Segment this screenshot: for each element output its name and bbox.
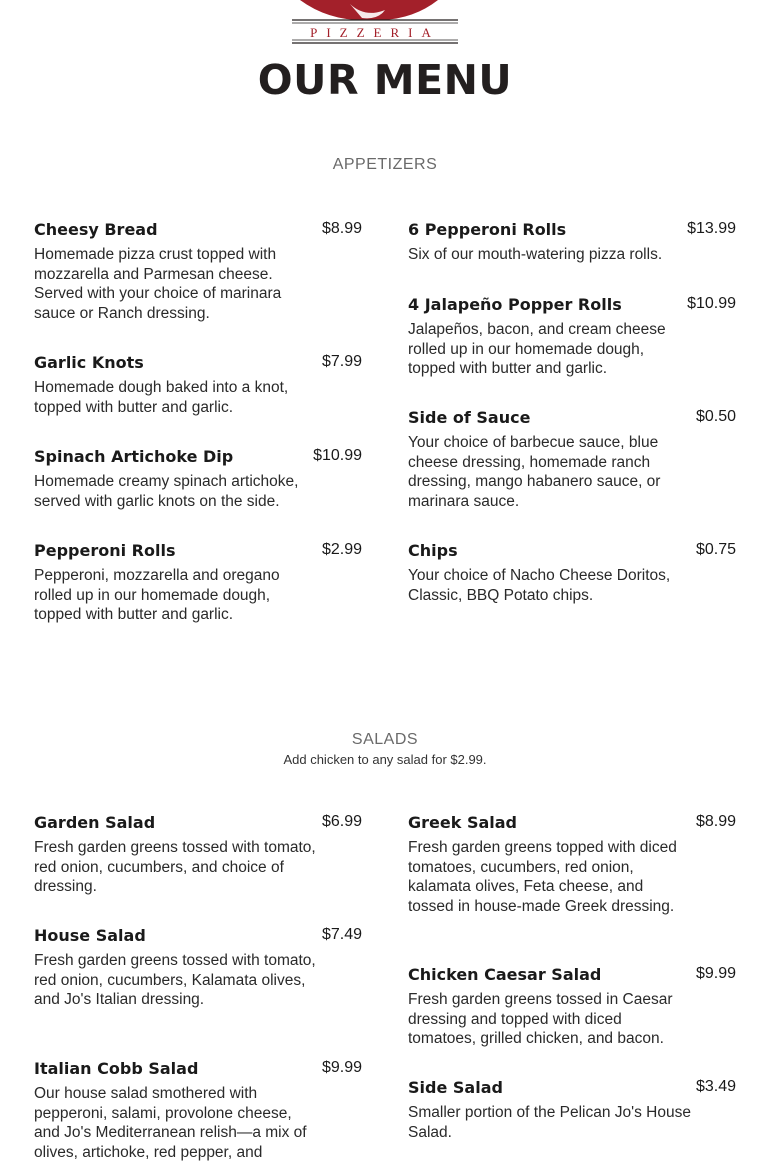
section-title-appetizers: APPETIZERS [332,156,438,173]
item-description: Smaller portion of the Pelican Jo's House Salad. [408,1104,691,1141]
item-price: $8.99 [695,813,736,830]
logo-wordmark: PIZZERIA [310,25,440,40]
item-name: Greek Salad [408,813,517,832]
menu-item [34,541,362,625]
item-name: 4 Jalapeño Popper Rolls [408,295,622,314]
item-name: Chicken Caesar Salad [408,965,602,984]
item-price: $2.99 [321,541,362,558]
item-price: $10.99 [313,447,362,464]
item-price: $9.99 [321,1059,362,1076]
menu-item [34,447,362,511]
item-price: $8.99 [321,220,362,237]
item-name: Pepperoni Rolls [34,541,176,560]
section-title-salads: SALADS [351,731,419,748]
menu-item [34,926,362,1010]
menu-item [34,1059,362,1162]
item-description: Fresh garden greens topped with diced tomatoes, cucumbers, red onion, kalamata olives, Feta cheese, and tossed in house-made Greek dressing. [408,839,677,915]
item-price: $0.50 [695,408,736,425]
page-title: OUR MENU [257,56,513,104]
item-description: Six of our mouth-watering pizza rolls. [408,246,663,263]
menu-item [408,541,736,605]
item-name: Chips [408,541,458,560]
item-price: $7.49 [321,926,362,943]
menu-item [408,1078,736,1142]
item-name: Cheesy Bread [34,220,158,239]
item-price: $13.99 [687,220,736,237]
item-name: Side Salad [408,1078,503,1097]
item-description: Your choice of barbecue sauce, blue cheese dressing, homemade ranch dressing, mango habanero sauce, or marinara sauce. [408,434,661,510]
item-description: Pepperoni, mozzarella and oregano rolled up in our homemade dough, topped with butter and garlic. [34,567,280,623]
item-name: Garden Salad [34,813,156,832]
menu-item [408,408,736,511]
item-description: Our house salad smothered with pepperoni, salami, provolone cheese, and Jo's Mediterranean relish—a mix of olives, artichoke, red pepper, and [34,1085,307,1161]
item-price: $7.99 [321,353,362,370]
salads-note: Add chicken to any salad for $2.99. [283,752,487,767]
item-price: $9.99 [695,965,736,982]
item-description: Your choice of Nacho Cheese Doritos, Classic, BBQ Potato chips. [408,567,671,604]
menu-item [34,353,362,417]
item-price: $10.99 [687,295,736,312]
item-description: Homemade pizza crust topped with mozzarella and Parmesan cheese. Served with your choice of marinara sauce or Ranch dressing. [34,246,282,322]
pizzeria-logo [290,0,460,46]
item-description: Homemade dough baked into a knot, topped with butter and garlic. [34,379,289,416]
item-description: Homemade creamy spinach artichoke, served with garlic knots on the side. [34,473,299,510]
item-price: $3.49 [695,1078,736,1095]
menu-item [408,295,736,379]
item-name: Garlic Knots [34,353,144,372]
menu-item [408,965,736,1049]
item-price: $0.75 [695,541,736,558]
item-description: Fresh garden greens tossed in Caesar dressing and topped with diced tomatoes, grilled chicken, and bacon. [408,991,673,1047]
item-description: Fresh garden greens tossed with tomato, red onion, cucumbers, and choice of dressing. [34,839,316,895]
menu-item [34,220,362,323]
menu-item [408,220,736,265]
item-description: Jalapeños, bacon, and cream cheese rolled up in our homemade dough, topped with butter and garlic. [408,321,666,377]
item-name: 6 Pepperoni Rolls [408,220,567,239]
item-name: Italian Cobb Salad [34,1059,199,1078]
item-price: $6.99 [321,813,362,830]
item-name: Spinach Artichoke Dip [34,447,234,466]
item-name: Side of Sauce [408,408,531,427]
menu-item [34,813,362,897]
item-description: Fresh garden greens tossed with tomato, red onion, cucumbers, Kalamata olives, and Jo's Italian dressing. [34,952,316,1008]
item-name: House Salad [34,926,146,945]
menu-item [408,813,736,916]
